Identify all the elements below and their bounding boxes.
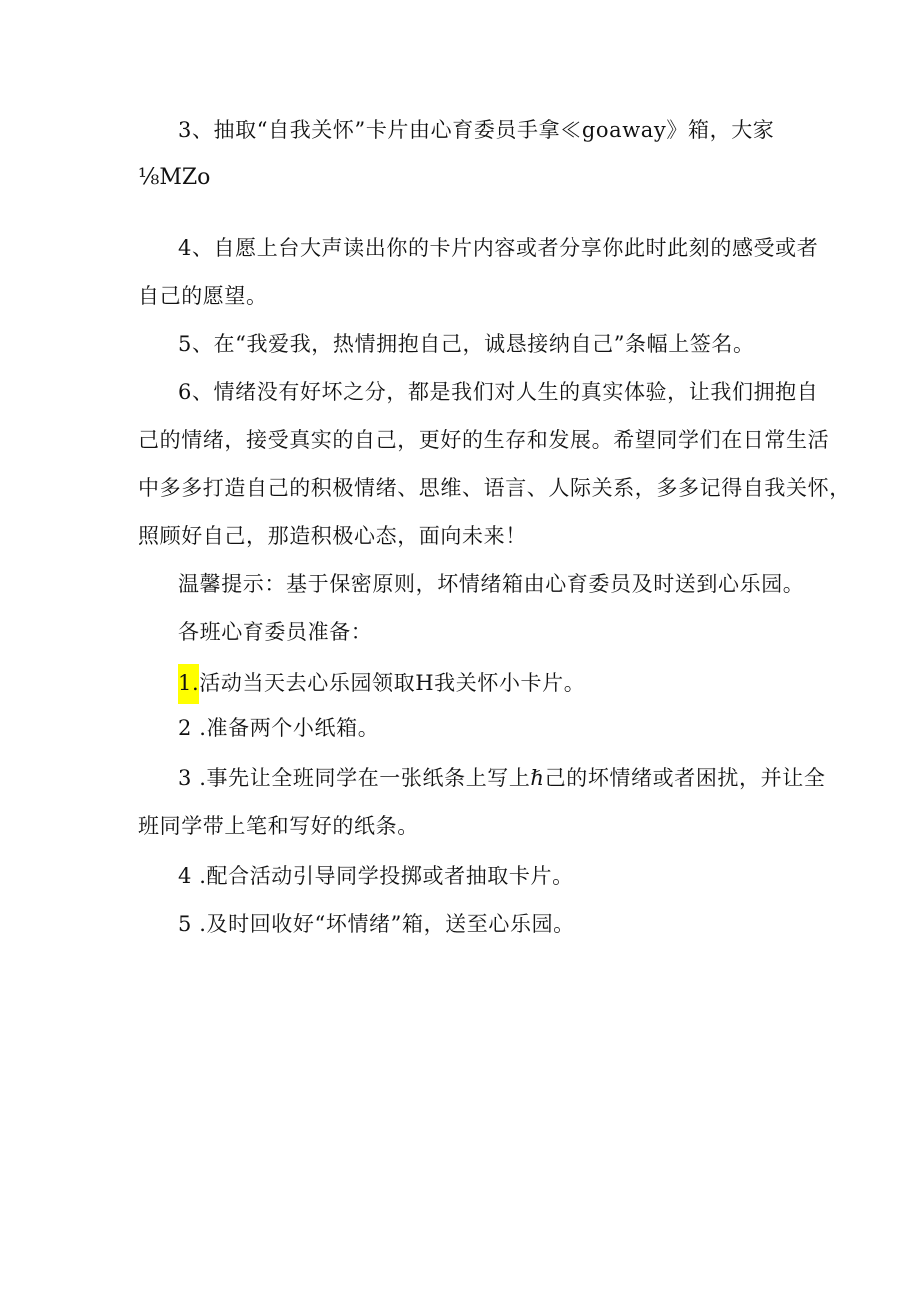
- paragraph-3-line-1: 3、抽取“自我关怀”卡片由心育委员手拿≪goaway》箱，大家: [178, 118, 775, 142]
- prep-item-3-line-1: 3 .事先让全班同学在一张纸条上写上ℏ己的坏情绪或者困扰，并让全: [178, 766, 826, 790]
- prep-heading: 各班心育委员准备：: [178, 620, 373, 644]
- prep-item-1-text: 活动当天去心乐园领取H我关怀小卡片。: [199, 671, 586, 695]
- paragraph-6-line-1: 6、情绪没有好坏之分，都是我们对人生的真实体验，让我们拥抱自: [178, 380, 819, 404]
- prep-item-1: [178, 664, 585, 704]
- prep-item-4: 4 .配合活动引导同学投掷或者抽取卡片。: [178, 864, 574, 888]
- paragraph-4-line-1: 4、自愿上台大声读出你的卡片内容或者分享你此时此刻的感受或者: [178, 236, 819, 260]
- tip-text: 温馨提示：基于保密原则，坏情绪箱由心育委员及时送到心乐园。: [178, 572, 805, 596]
- paragraph-6-line-3: 中多多打造自己的积极情绪、思维、语言、人际关系，多多记得自我关怀，: [138, 476, 851, 500]
- highlighted-number: 1.: [178, 664, 199, 704]
- paragraph-3-line-2: ⅛MZo: [138, 165, 211, 190]
- prep-item-3-line-2: 班同学带上笔和写好的纸条。: [138, 814, 419, 838]
- paragraph-4-line-2: 自己的愿望。: [138, 284, 268, 308]
- paragraph-6-line-4: 照顾好自己，那造积极心态，面向未来！: [138, 524, 527, 548]
- paragraph-5: 5、在“我爱我，热情拥抱自己，诚恳接纳自己”条幅上签名。: [178, 332, 755, 356]
- prep-item-5: 5 .及时回收好“坏情绪”箱，送至心乐园。: [178, 912, 575, 936]
- prep-item-2: 2 .准备两个小纸箱。: [178, 716, 380, 740]
- paragraph-6-line-2: 己的情绪，接受真实的自己，更好的生存和发展。希望同学们在日常生活: [138, 428, 830, 452]
